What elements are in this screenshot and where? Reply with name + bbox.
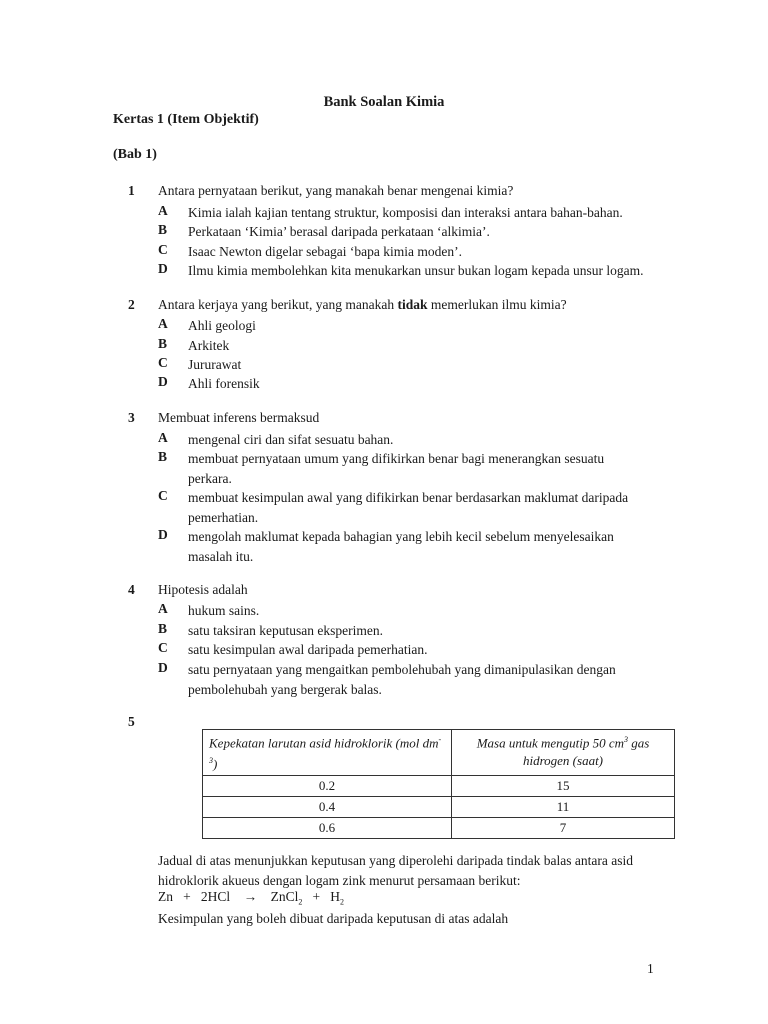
question-stem: Hipotesis adalah [158, 582, 248, 597]
table-row [203, 796, 675, 817]
emphasis-word: tidak [397, 297, 428, 312]
option-letter: C [158, 242, 168, 257]
option-text: Isaac Newton digelar sebagai ‘bapa kimia moden’. [188, 244, 463, 259]
option-letter: D [158, 374, 168, 389]
option-letter: A [158, 203, 168, 218]
question-number: 3 [128, 410, 135, 425]
option-letter: A [158, 316, 168, 331]
option-letter: A [158, 430, 168, 445]
table-row [203, 775, 675, 796]
option-letter: A [158, 601, 168, 616]
question-number: 4 [128, 582, 135, 597]
option-text: satu pernyataan yang mengaitkan pembolehubah yang dimanipulasikan dengan pembolehubah yang bergerak balas. [188, 662, 616, 697]
option-letter: D [158, 261, 168, 276]
results-table [202, 729, 675, 839]
option-text: satu kesimpulan awal daripada pemerhatian. [188, 642, 428, 657]
option-letter: C [158, 355, 168, 370]
option-text: Ahli geologi [188, 318, 256, 333]
table-cell: 7 [452, 817, 675, 838]
option-text: membuat kesimpulan awal yang difikirkan benar berdasarkan maklumat daripada pemerhatian. [188, 490, 629, 525]
table-cell: 11 [452, 796, 675, 817]
column-header-time: Masa untuk mengutip 50 $cm^3$ gas hidrogen (saat) [452, 730, 675, 776]
option-letter: D [158, 527, 168, 542]
document-title: Bank Soalan Kimia [323, 94, 445, 110]
option-text: satu taksiran keputusan eksperimen. [188, 623, 383, 638]
question-stem: Antara kerjaya yang berikut, yang manakah tidak memerlukan ilmu kimia? [158, 297, 567, 312]
table-cell: 0.6 [203, 817, 452, 838]
option-letter: B [158, 222, 168, 237]
option-text: Ahli forensik [188, 376, 260, 391]
option-letter: C [158, 488, 168, 503]
question-5-paragraph: Jadual di atas menunjukkan keputusan yang diperolehi daripada tindak balas antara asid hidroklorik akueus dengan logam zink menurut persamaan berikut: [158, 853, 633, 888]
question-5-conclusion: Kesimpulan yang boleh dibuat daripada keputusan di atas adalah [158, 911, 509, 926]
option-letter: C [158, 640, 168, 655]
question-stem: Antara pernyataan berikut, yang manakah benar mengenai kimia? [158, 183, 514, 198]
question-number: 1 [128, 183, 135, 198]
option-text: mengolah maklumat kepada bahagian yang lebih kecil sebelum menyelesaikan masalah itu. [188, 529, 614, 564]
option-text: Arkitek [188, 338, 230, 353]
page-number: 1 [647, 961, 654, 976]
option-letter: B [158, 336, 168, 351]
chemical-equation: Zn + 2HCl → ZnCl$_2$ + $H_2$ [158, 889, 345, 907]
table-cell: 15 [452, 775, 675, 796]
column-header-concentration: Kepekatan larutan asid hidroklorik (mol $dm^{-3}$) [203, 730, 452, 776]
option-text: Perkataan ‘Kimia’ berasal daripada perkataan ‘alkimia’. [188, 224, 490, 239]
option-letter: B [158, 449, 168, 464]
option-text: mengenal ciri dan sifat sesuatu bahan. [188, 432, 394, 447]
option-text: Kimia ialah kajian tentang struktur, komposisi dan interaksi antara bahan-bahan. [188, 205, 623, 220]
option-letter: B [158, 621, 168, 636]
option-text: membuat pernyataan umum yang difikirkan benar bagi menerangkan sesuatu perkara. [188, 451, 605, 486]
question-number: 5 [128, 714, 135, 729]
table-header-row [203, 730, 675, 776]
section-heading: Kertas 1 (Item Objektif) [113, 112, 259, 127]
table-row [203, 817, 675, 838]
option-letter: D [158, 660, 168, 675]
option-text: Ilmu kimia membolehkan kita menukarkan unsur bukan logam kepada unsur logam. [188, 263, 644, 278]
question-stem: Membuat inferens bermaksud [158, 410, 320, 425]
table-cell: 0.4 [203, 796, 452, 817]
option-text: hukum sains. [188, 603, 260, 618]
option-text: Jururawat [188, 357, 242, 372]
question-number: 2 [128, 297, 135, 312]
reaction-arrow: → [243, 889, 258, 904]
table-cell: 0.2 [203, 775, 452, 796]
chapter-heading: (Bab 1) [113, 147, 157, 162]
